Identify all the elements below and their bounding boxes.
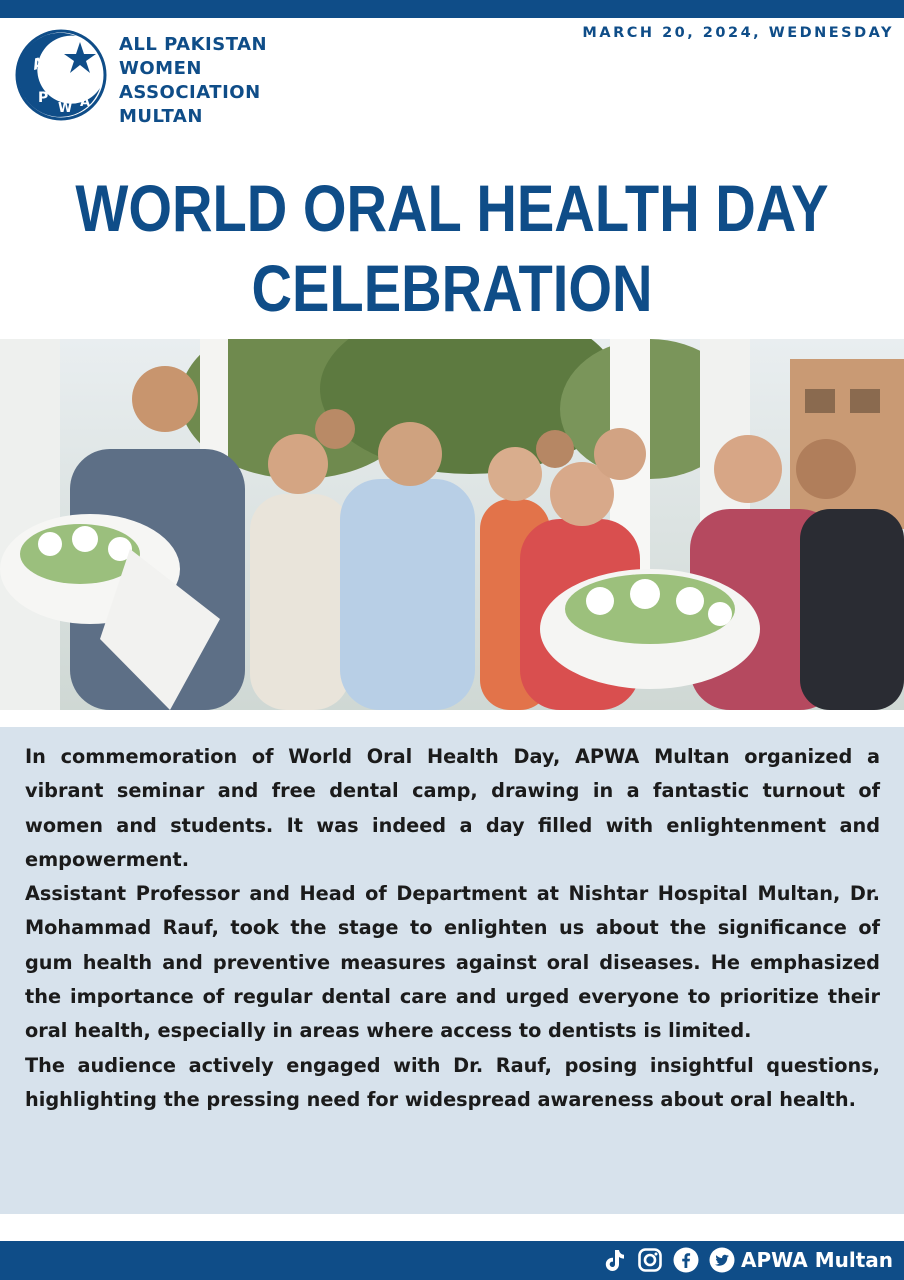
apwa-logo bbox=[14, 28, 108, 122]
svg-text:A: A bbox=[30, 53, 47, 74]
svg-text:A: A bbox=[80, 95, 91, 110]
description-text bbox=[25, 740, 880, 1117]
instagram-icon[interactable] bbox=[637, 1247, 663, 1273]
org-line-3: ASSOCIATION bbox=[119, 82, 261, 103]
paragraph-1: In commemoration of World Oral Health Day, APWA Multan organized a vibrant seminar and free dental camp, drawing in a fantastic turnout of women and students. It was indeed a day filled with enlightenment and empowerment. bbox=[25, 745, 880, 871]
twitter-icon[interactable] bbox=[709, 1247, 735, 1273]
top-bar bbox=[0, 0, 904, 18]
title-line-2: CELEBRATION bbox=[251, 251, 653, 325]
organization-name bbox=[119, 33, 267, 129]
event-photo bbox=[0, 339, 904, 710]
org-line-4: MULTAN bbox=[119, 106, 203, 127]
social-handle: APWA Multan bbox=[740, 1248, 893, 1272]
org-line-1: ALL PAKISTAN bbox=[119, 34, 268, 55]
svg-text:P: P bbox=[38, 90, 49, 106]
org-line-2: WOMEN bbox=[119, 58, 202, 79]
facebook-icon[interactable] bbox=[673, 1247, 699, 1273]
event-date: MARCH 20, 2024, WEDNESDAY bbox=[582, 25, 894, 41]
title-line-1: WORLD ORAL HEALTH DAY bbox=[75, 171, 829, 245]
tiktok-icon[interactable] bbox=[601, 1247, 627, 1273]
page-title bbox=[68, 168, 836, 328]
paragraph-2: Assistant Professor and Head of Department at Nishtar Hospital Multan, Dr. Mohammad Rauf, took the stage to enlighten us about the significance of gum health and preventive measures against oral diseases. He emphasized the importance of regular dental care and urged everyone to prioritize their oral health, especially in areas where access to dentists is limited. bbox=[25, 882, 880, 1043]
svg-text:W: W bbox=[58, 101, 73, 116]
paragraph-3: The audience actively engaged with Dr. Rauf, posing insightful questions, highlighting the pressing need for widespread awareness about oral health. bbox=[25, 1053, 880, 1111]
social-links bbox=[601, 1244, 893, 1276]
